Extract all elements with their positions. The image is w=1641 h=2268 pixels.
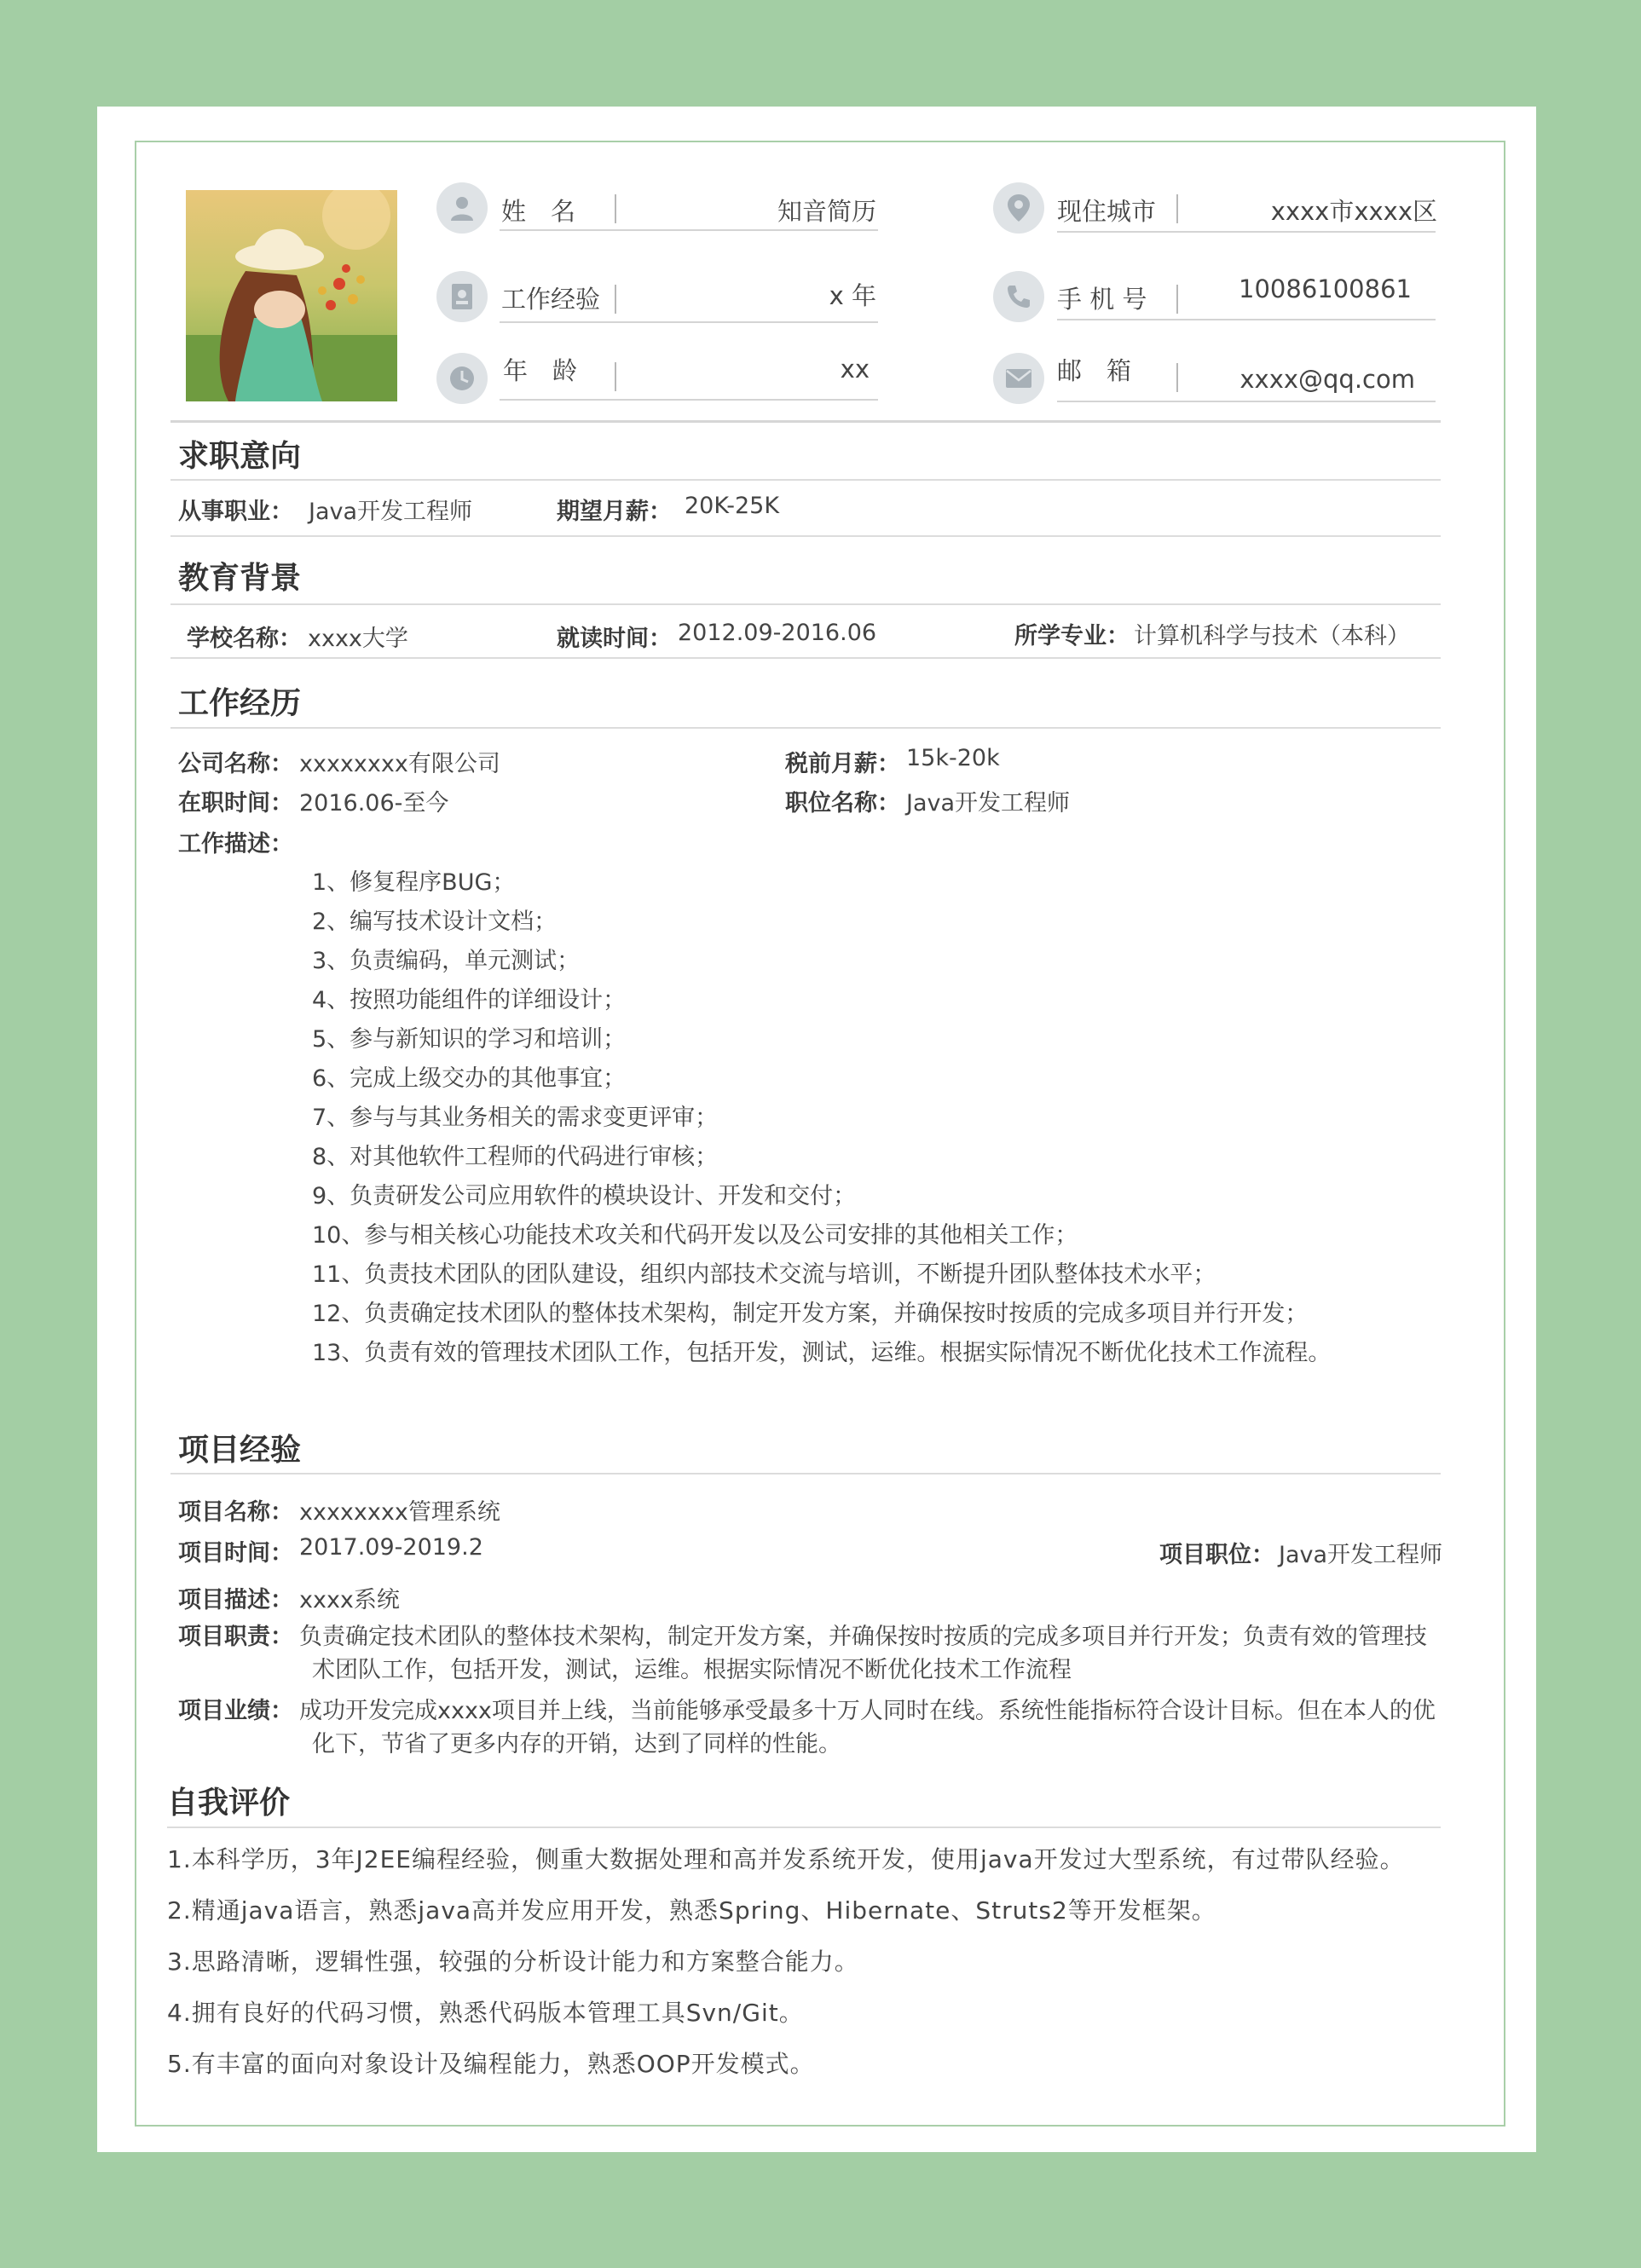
duty-item: 3、负责编码，单元测试； xyxy=(312,948,581,974)
position-value: Java开发工程师 xyxy=(906,790,1071,817)
separator xyxy=(1176,363,1178,392)
divider xyxy=(170,479,1441,481)
project-duty-key: 项目职责： xyxy=(178,1624,293,1650)
project-desc-key: 项目描述： xyxy=(178,1587,293,1613)
location-pin-icon xyxy=(993,182,1044,234)
city-value: xxxx市xxxx区 xyxy=(1270,197,1437,226)
employment-time-key: 在职时间： xyxy=(178,790,293,817)
project-duty-line: 负责确定技术团队的整体技术架构，制定开发方案，并确保按时按质的完成多项目并行开发；负责有效的管理技 xyxy=(299,1624,1427,1650)
project-desc-value: xxxx系统 xyxy=(299,1587,400,1613)
duty-item: 10、参与相关核心功能技术攻关和代码开发以及公司安排的其他相关工作； xyxy=(312,1222,1078,1249)
email-value: xxxx@qq.com xyxy=(1239,365,1415,394)
duty-item: 2、编写技术设计文档； xyxy=(312,909,558,935)
work-description-key: 工作描述： xyxy=(178,831,293,857)
age-label: 年 龄 xyxy=(503,356,578,385)
duty-item: 1、修复程序BUG； xyxy=(312,869,516,896)
company-value: xxxxxxxx有限公司 xyxy=(299,751,500,777)
duty-item: 11、负责技术团队的团队建设，组织内部技术交流与培训，不断提升团队整体技术水平； xyxy=(312,1261,1216,1288)
project-duty-line: 术团队工作，包括开发，测试，运维。根据实际情况不断优化技术工作流程 xyxy=(312,1657,1072,1683)
expected-salary-value: 20K-25K xyxy=(685,493,780,519)
self-eval-item: 3.思路清晰，逻辑性强，较强的分析设计能力和方案整合能力。 xyxy=(167,1948,859,1976)
underline xyxy=(1057,319,1436,320)
underline xyxy=(1057,401,1436,402)
school-value: xxxx大学 xyxy=(308,626,408,652)
project-result-line: 成功开发完成xxxx项目并上线，当前能够承受最多十万人同时在线。系统性能指标符合设计目标。但在本人的优 xyxy=(299,1698,1436,1724)
project-result-key: 项目业绩： xyxy=(178,1698,293,1724)
divider xyxy=(170,420,1441,423)
self-eval-item: 2.精通java语言，熟悉java高并发应用开发，熟悉Spring、Hibernate、Struts2等开发框架。 xyxy=(167,1896,1216,1925)
mail-icon xyxy=(993,353,1044,404)
project-name-value: xxxxxxxx管理系统 xyxy=(299,1499,500,1526)
name-value: 知音简历 xyxy=(777,197,876,226)
duty-item: 4、按照功能组件的详细设计； xyxy=(312,987,627,1013)
job-key: 从事职业： xyxy=(178,499,293,525)
pretax-salary-key: 税前月薪： xyxy=(785,751,900,777)
phone-label: 手 机 号 xyxy=(1057,285,1147,314)
separator xyxy=(615,285,616,314)
clock-icon xyxy=(436,353,488,404)
self-eval-item: 5.有丰富的面向对象设计及编程能力，熟悉OOP开发模式。 xyxy=(167,2050,815,2078)
major-key: 所学专业： xyxy=(1014,623,1130,649)
duty-item: 5、参与新知识的学习和培训； xyxy=(312,1026,627,1053)
project-result-line: 化下，节省了更多内存的开销，达到了同样的性能。 xyxy=(312,1731,841,1757)
project-time-key: 项目时间： xyxy=(178,1540,293,1567)
project-time-value: 2017.09-2019.2 xyxy=(299,1534,483,1561)
study-period-value: 2012.09-2016.06 xyxy=(678,620,877,646)
experience-value: x 年 xyxy=(829,281,876,310)
section-title-education: 教育背景 xyxy=(178,561,302,596)
separator xyxy=(615,362,616,391)
section-title-intention: 求职意向 xyxy=(178,439,302,474)
profile-photo xyxy=(186,190,397,401)
id-card-icon xyxy=(436,271,488,322)
section-title-work: 工作经历 xyxy=(178,686,302,721)
project-role-key: 项目职位： xyxy=(1159,1542,1274,1568)
study-period-key: 就读时间： xyxy=(557,626,672,652)
email-label: 邮 箱 xyxy=(1057,356,1132,385)
divider xyxy=(170,1473,1441,1474)
duty-item: 6、完成上级交办的其他事宜； xyxy=(312,1065,627,1092)
position-key: 职位名称： xyxy=(785,790,900,817)
self-eval-item: 4.拥有良好的代码习惯，熟悉代码版本管理工具Svn/Git。 xyxy=(167,1999,804,2027)
company-key: 公司名称： xyxy=(178,751,293,777)
duty-item: 9、负责研发公司应用软件的模块设计、开发和交付； xyxy=(312,1183,857,1209)
separator xyxy=(1176,285,1178,314)
person-icon xyxy=(436,182,488,234)
duty-item: 7、参与与其业务相关的需求变更评审； xyxy=(312,1105,719,1131)
experience-label: 工作经验 xyxy=(501,285,601,314)
divider xyxy=(170,603,1441,605)
pretax-salary-value: 15k-20k xyxy=(906,745,1000,771)
name-label: 姓 名 xyxy=(501,197,576,226)
duty-item: 13、负责有效的管理技术团队工作，包括开发，测试，运维。根据实际情况不断优化技术工作流程。 xyxy=(312,1340,1332,1366)
section-title-project: 项目经验 xyxy=(178,1433,302,1468)
underline xyxy=(500,321,878,323)
separator xyxy=(1176,194,1178,223)
divider xyxy=(170,727,1441,729)
age-value: xx xyxy=(840,355,870,384)
major-value: 计算机科学与技术（本科） xyxy=(1134,623,1410,649)
project-name-key: 项目名称： xyxy=(178,1499,293,1526)
underline xyxy=(500,399,878,401)
divider xyxy=(170,657,1441,659)
separator xyxy=(615,194,616,223)
underline xyxy=(500,229,878,231)
phone-icon xyxy=(993,271,1044,322)
school-key: 学校名称： xyxy=(187,626,302,652)
self-eval-item: 1.本科学历，3年J2EE编程经验，侧重大数据处理和高并发系统开发，使用java开发过大型系统，有过带队经验。 xyxy=(167,1845,1405,1873)
section-title-self-evaluation: 自我评价 xyxy=(167,1786,291,1821)
divider xyxy=(167,1827,1441,1828)
phone-value: 10086100861 xyxy=(1239,274,1412,303)
project-role-value: Java开发工程师 xyxy=(1279,1542,1443,1568)
divider xyxy=(170,535,1441,537)
resume-frame xyxy=(135,141,1505,2127)
duty-item: 8、对其他软件工程师的代码进行审核； xyxy=(312,1144,719,1170)
employment-time-value: 2016.06-至今 xyxy=(299,790,449,817)
job-value: Java开发工程师 xyxy=(309,499,473,525)
expected-salary-key: 期望月薪： xyxy=(557,499,672,525)
underline xyxy=(1057,231,1436,233)
duty-item: 12、负责确定技术团队的整体技术架构，制定开发方案，并确保按时按质的完成多项目并行开发； xyxy=(312,1301,1309,1327)
city-label: 现住城市 xyxy=(1057,197,1157,226)
